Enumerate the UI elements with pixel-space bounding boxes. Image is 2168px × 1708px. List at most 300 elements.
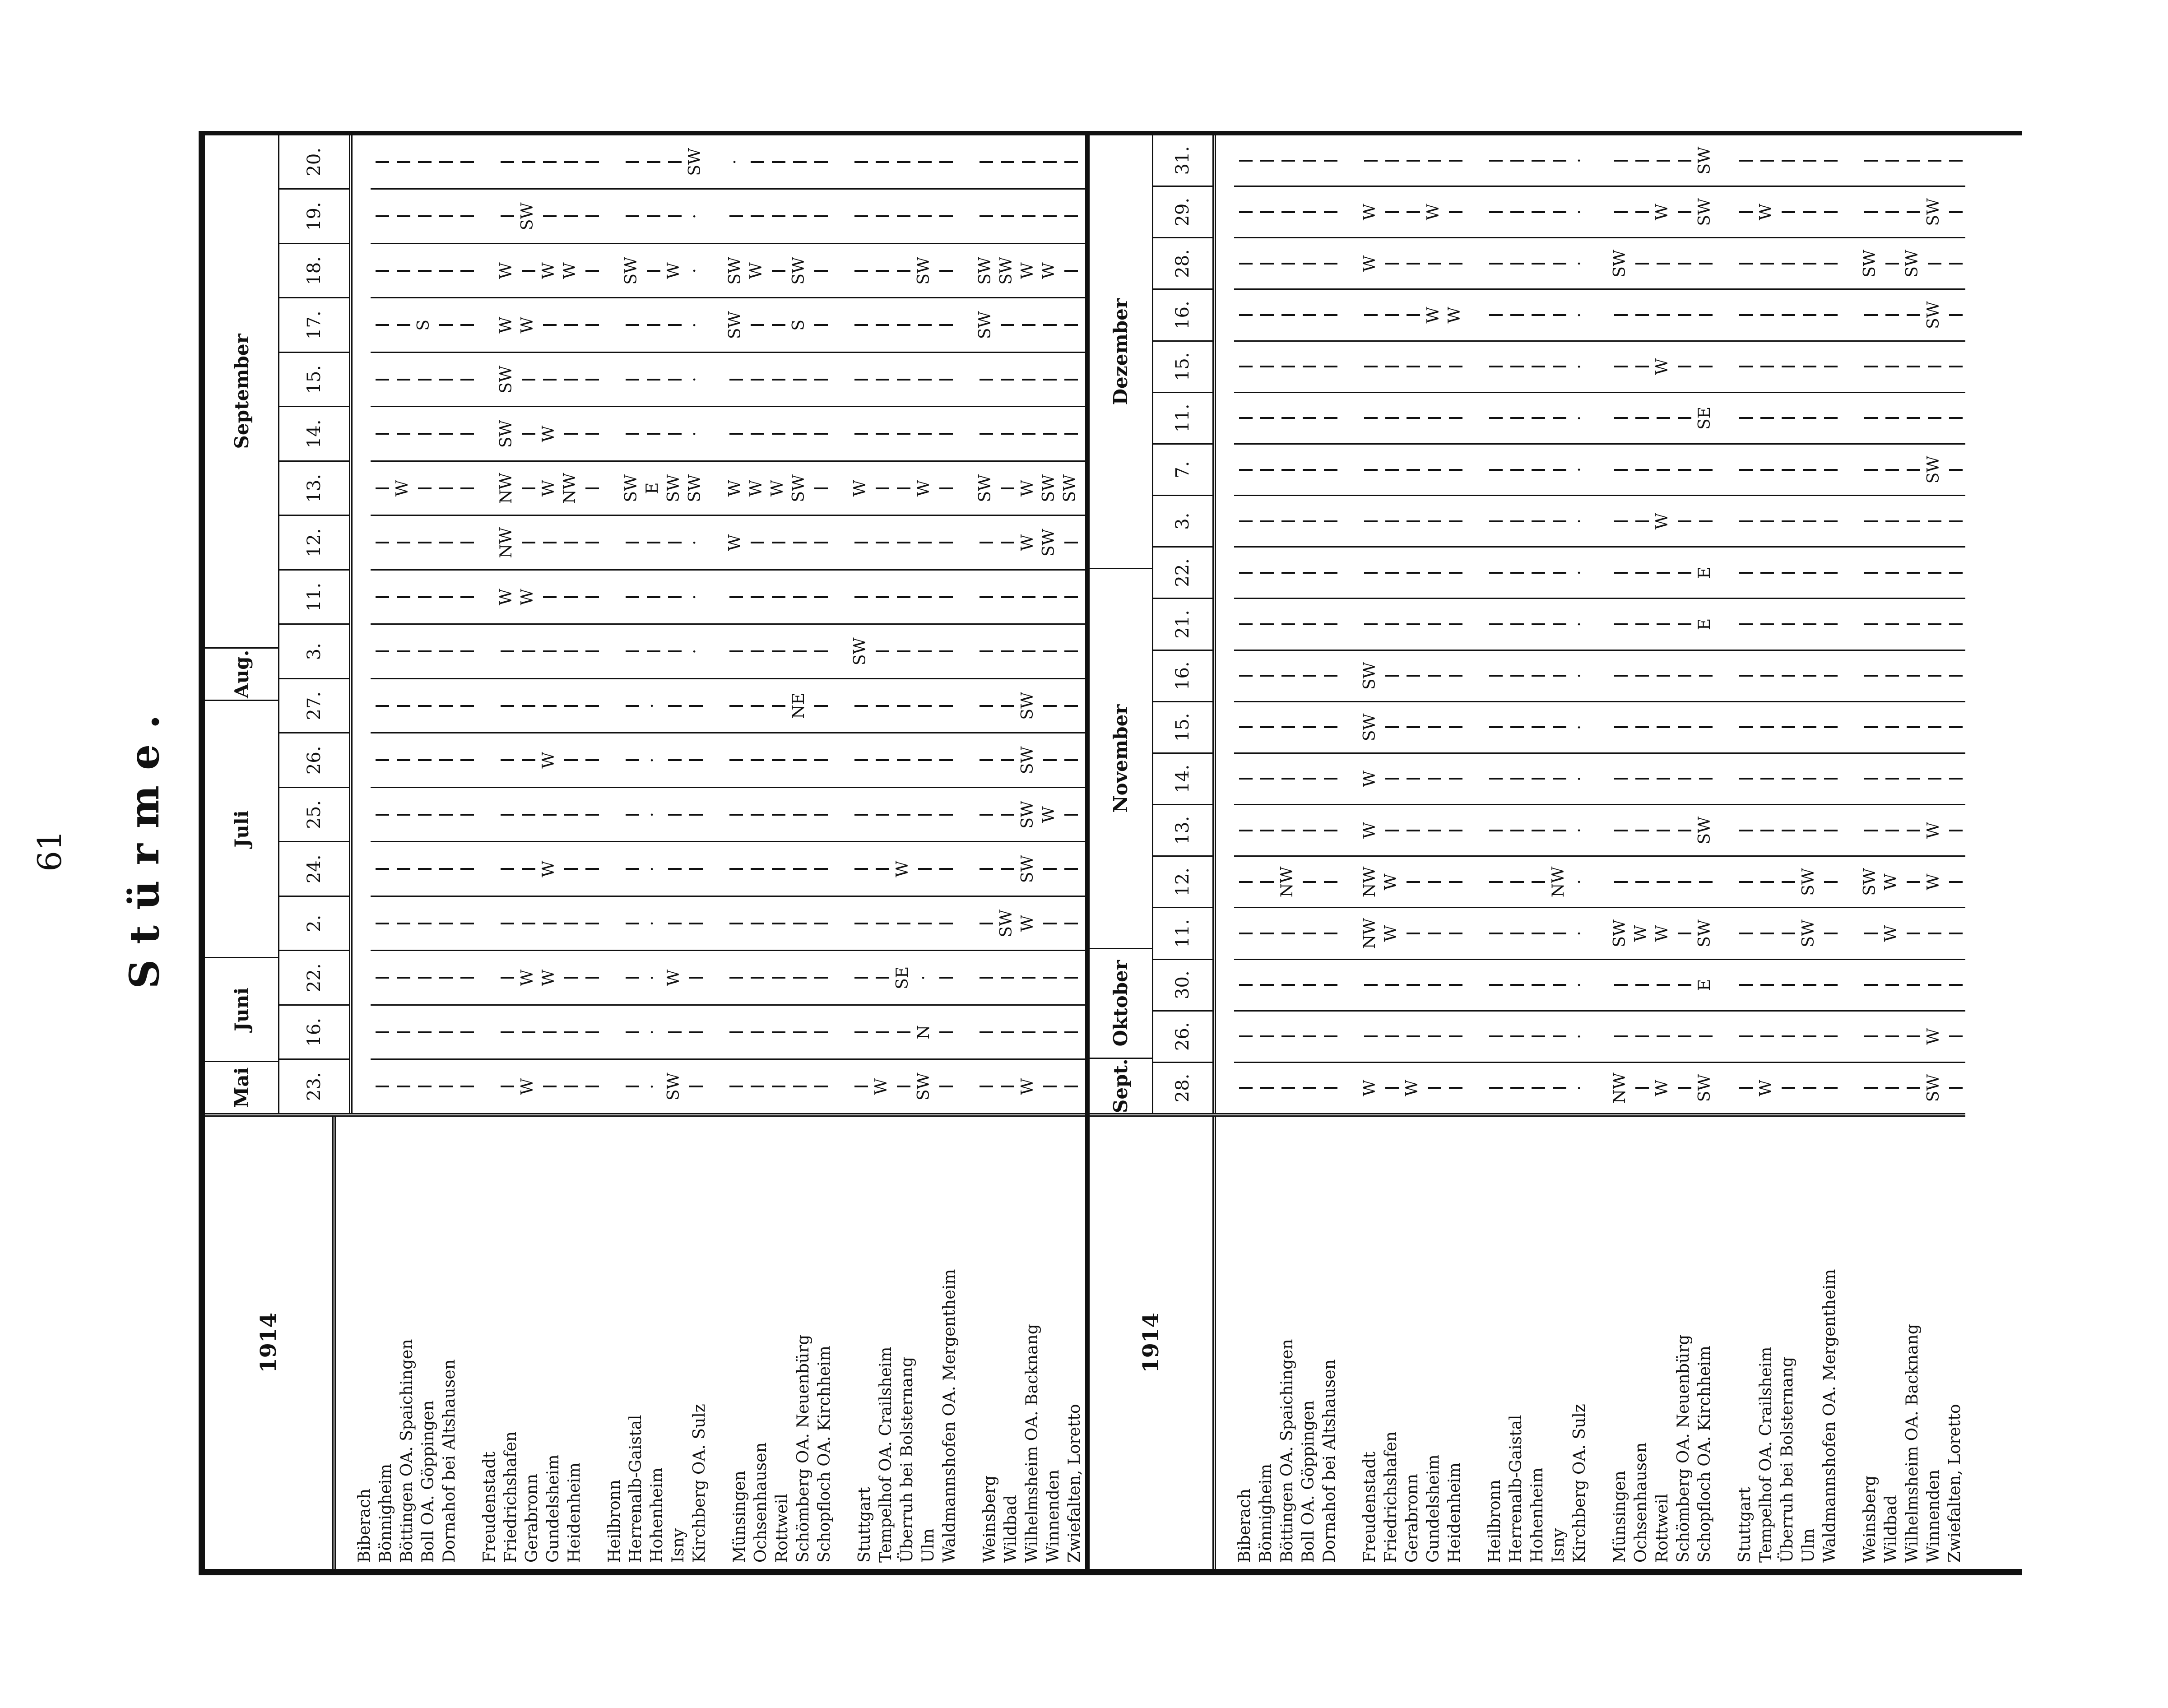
- no-storm-cell: [767, 951, 788, 1005]
- group-spacer: [706, 516, 724, 570]
- dash-mark: [1043, 596, 1057, 598]
- dash-mark: [876, 650, 889, 652]
- no-storm-cell: [1234, 960, 1255, 1010]
- no-storm-cell: [559, 135, 580, 189]
- no-storm-cell: [1548, 445, 1569, 495]
- no-storm-cell: [642, 516, 663, 570]
- dash-mark: [1022, 433, 1035, 435]
- dash-mark: [1022, 379, 1035, 381]
- no-storm-cell: [1859, 1063, 1880, 1113]
- no-storm-cell: [1673, 702, 1694, 752]
- dash-mark: [585, 868, 599, 870]
- dash-mark: [1489, 1087, 1503, 1089]
- dash-mark: [1678, 675, 1691, 677]
- no-storm-cell: [1277, 445, 1298, 495]
- wind-direction-cell: NE: [789, 692, 808, 719]
- no-storm-cell: [1505, 548, 1527, 598]
- dash-mark: [980, 379, 993, 381]
- group-spacer: [1840, 702, 1859, 752]
- no-storm-cell: [1234, 754, 1255, 804]
- no-storm-cell: [767, 516, 788, 570]
- no-storm-cell: [684, 1060, 706, 1114]
- dash-mark: [1510, 211, 1524, 213]
- wind-direction-cell: ·: [643, 975, 662, 980]
- dash-mark: [918, 542, 932, 543]
- dash-mark: [1064, 542, 1078, 543]
- no-storm-cell: [1777, 805, 1798, 855]
- dash-mark: [1043, 324, 1057, 326]
- dash-mark: [876, 542, 889, 543]
- no-storm-cell: [809, 244, 831, 297]
- dash-mark: [1407, 469, 1420, 471]
- no-storm-cell: [934, 897, 956, 950]
- no-storm-cell: [1402, 187, 1423, 237]
- dash-mark: [1907, 366, 1920, 367]
- no-storm-cell: [434, 244, 455, 297]
- dash-mark: [376, 324, 389, 326]
- dash-mark: [376, 705, 389, 707]
- dash-mark: [751, 868, 764, 870]
- station-name: Ochsenhausen: [752, 1442, 770, 1563]
- no-storm-cell: [1277, 908, 1298, 958]
- group-spacer: [460, 1117, 479, 1563]
- no-storm-cell: [913, 299, 934, 352]
- table-top-half: [205, 135, 1085, 1569]
- group-spacer: [835, 1117, 854, 1563]
- no-storm-cell: [892, 516, 913, 570]
- no-storm-cell: [850, 1006, 871, 1059]
- no-storm-cell: [517, 408, 538, 461]
- no-storm-cell: [1734, 599, 1755, 649]
- no-storm-cell: [559, 408, 580, 461]
- dash-mark: [439, 814, 453, 816]
- no-storm-cell: [1402, 702, 1423, 752]
- group-spacer: [1715, 754, 1734, 804]
- no-storm-cell: [642, 353, 663, 406]
- station-name: Schopfloch OA. Kirchheim: [815, 1346, 834, 1563]
- dash-mark: [1907, 1035, 1920, 1037]
- dash-mark: [1260, 469, 1274, 471]
- no-storm-cell: [1944, 1063, 1965, 1113]
- dash-mark: [1064, 270, 1078, 272]
- no-storm-cell: [684, 734, 706, 787]
- dash-mark: [1657, 417, 1670, 419]
- dash-mark: [1407, 778, 1420, 780]
- no-storm-cell: [1944, 908, 1965, 958]
- no-storm-cell: [975, 1060, 996, 1114]
- no-storm-cell: [1059, 951, 1081, 1005]
- dash-mark: [1001, 379, 1014, 381]
- no-storm-cell: [1505, 393, 1527, 443]
- no-storm-cell: [913, 843, 934, 896]
- dash-mark: [1907, 830, 1920, 831]
- dash-mark: [543, 923, 557, 924]
- no-storm-cell: [934, 625, 956, 678]
- no-storm-cell: [1038, 135, 1059, 189]
- no-storm-cell: [1694, 1012, 1715, 1062]
- group-spacer: [1715, 805, 1734, 855]
- dash-mark: [1824, 366, 1838, 367]
- dash-mark: [1303, 1035, 1316, 1037]
- station-name: Gundelsheim: [544, 1454, 562, 1563]
- no-storm-cell: [1880, 960, 1902, 1010]
- no-storm-cell: [413, 1060, 434, 1114]
- group-spacer: [706, 244, 724, 297]
- dash-mark: [939, 923, 953, 924]
- no-storm-cell: [1902, 960, 1923, 1010]
- dash-mark: [1043, 923, 1057, 924]
- dash-mark: [1635, 778, 1649, 780]
- no-storm-cell: [684, 843, 706, 896]
- no-storm-cell: [642, 625, 663, 678]
- dash-mark: [1064, 596, 1078, 598]
- dash-mark: [1553, 830, 1566, 831]
- dash-mark: [1022, 596, 1035, 598]
- data-columns: [205, 135, 1085, 1113]
- no-storm-cell: [788, 353, 809, 406]
- group-spacer: [1340, 1117, 1359, 1563]
- dash-mark: [439, 433, 453, 435]
- group-spacer: [831, 1060, 850, 1114]
- no-storm-cell: [1630, 599, 1652, 649]
- no-storm-cell: [1255, 445, 1277, 495]
- no-storm-cell: [1734, 290, 1755, 340]
- wind-direction-cell: SW: [1611, 250, 1629, 278]
- no-storm-cell: [934, 299, 956, 352]
- no-storm-cell: [392, 408, 413, 461]
- wind-direction-cell: W: [1653, 1079, 1671, 1096]
- dash-mark: [1803, 160, 1816, 162]
- dash-mark: [668, 650, 682, 652]
- no-storm-cell: [1234, 805, 1255, 855]
- no-storm-cell: [1734, 135, 1755, 186]
- dash-mark: [1739, 726, 1753, 728]
- dash-mark: [1635, 572, 1649, 574]
- dash-mark: [522, 487, 535, 489]
- wind-direction-cell: SE: [893, 966, 912, 989]
- wind-direction-cell: W: [915, 480, 933, 497]
- group-spacer: [956, 244, 975, 297]
- dash-mark: [939, 977, 953, 979]
- dash-mark: [876, 161, 889, 163]
- dash-mark: [1260, 933, 1274, 934]
- no-storm-cell: [1319, 908, 1340, 958]
- dash-mark: [1260, 984, 1274, 986]
- dash-mark: [1064, 868, 1078, 870]
- dash-mark: [1239, 1087, 1253, 1089]
- dash-mark: [876, 977, 889, 979]
- day-header: 22.: [279, 950, 349, 1005]
- dash-mark: [1001, 215, 1014, 217]
- no-storm-cell: [809, 951, 831, 1005]
- dash-mark: [1022, 324, 1035, 326]
- dash-mark: [980, 161, 993, 163]
- group-spacer: [477, 190, 496, 243]
- dash-mark: [897, 814, 910, 816]
- wind-direction-cell: SW: [497, 420, 515, 448]
- no-storm-cell: [684, 788, 706, 841]
- wind-direction-cell: ·: [1570, 827, 1589, 833]
- no-storm-cell: [1527, 135, 1548, 186]
- no-storm-cell: [1944, 754, 1965, 804]
- wind-direction-cell: SW: [997, 256, 1016, 285]
- no-storm-cell: [871, 571, 892, 624]
- dash-mark: [1739, 984, 1753, 986]
- no-storm-cell: [517, 788, 538, 841]
- no-storm-cell: [371, 571, 392, 624]
- dash-mark: [1739, 520, 1753, 522]
- no-storm-cell: [1652, 290, 1673, 340]
- dash-mark: [418, 596, 432, 598]
- no-storm-cell: [1944, 187, 1965, 237]
- no-storm-cell: [809, 1060, 831, 1114]
- dash-mark: [1824, 572, 1838, 574]
- group-spacer: [956, 625, 975, 678]
- no-storm-cell: [1319, 238, 1340, 288]
- no-storm-cell: [1059, 353, 1081, 406]
- no-storm-cell: [1694, 857, 1715, 907]
- no-storm-cell: [975, 353, 996, 406]
- dash-mark: [729, 1031, 743, 1033]
- dash-mark: [1739, 314, 1753, 316]
- dash-mark: [1281, 830, 1295, 831]
- no-storm-cell: [1505, 599, 1527, 649]
- dash-mark: [772, 759, 785, 761]
- station-name: Dornahof bei Altshausen: [1320, 1359, 1339, 1563]
- group-spacer: [1715, 857, 1734, 907]
- no-storm-cell: [892, 190, 913, 243]
- no-storm-cell: [767, 244, 788, 297]
- dash-mark: [814, 868, 828, 870]
- no-storm-cell: [1505, 187, 1527, 237]
- station-name: Wilhelmsheim OA. Backnang: [1903, 1324, 1922, 1563]
- group-spacer: [831, 516, 850, 570]
- no-storm-cell: [1277, 496, 1298, 546]
- wind-direction-cell: W: [1360, 770, 1379, 787]
- dash-mark: [854, 324, 868, 326]
- dash-mark: [939, 542, 953, 543]
- dash-mark: [1553, 726, 1566, 728]
- dash-mark: [1739, 572, 1753, 574]
- group-spacer: [1340, 702, 1359, 752]
- dash-mark: [1553, 984, 1566, 986]
- no-storm-cell: [809, 135, 831, 189]
- dash-mark: [1364, 469, 1378, 471]
- dash-mark: [1385, 1087, 1399, 1089]
- wind-direction-cell: W: [1924, 822, 1943, 839]
- group-spacer: [602, 734, 621, 787]
- no-storm-cell: [1548, 651, 1569, 701]
- dash-mark: [1949, 675, 1963, 677]
- dash-mark: [729, 215, 743, 217]
- no-storm-cell: [1444, 651, 1465, 701]
- no-storm-cell: [1755, 599, 1777, 649]
- group-spacer: [1590, 754, 1609, 804]
- dash-mark: [1239, 933, 1253, 934]
- station-name: Hohenheim: [648, 1467, 666, 1563]
- station-name: Herrenalb-Gaistal: [1507, 1415, 1525, 1563]
- group-spacer: [1465, 754, 1484, 804]
- dash-mark: [397, 650, 410, 652]
- no-storm-cell: [1038, 190, 1059, 243]
- no-storm-cell: [934, 462, 956, 515]
- no-storm-cell: [559, 516, 580, 570]
- no-storm-cell: [1423, 960, 1444, 1010]
- dash-mark: [1864, 1087, 1878, 1089]
- no-storm-cell: [1359, 496, 1380, 546]
- no-storm-cell: [1444, 960, 1465, 1010]
- dash-mark: [1428, 572, 1441, 574]
- dash-mark: [1614, 469, 1628, 471]
- no-storm-cell: [1880, 1063, 1902, 1113]
- no-storm-cell: [1859, 135, 1880, 186]
- dash-mark: [543, 542, 557, 543]
- month-header: Juli: [205, 700, 278, 957]
- no-storm-cell: [1444, 238, 1465, 288]
- no-storm-cell: [392, 1060, 413, 1114]
- dash-mark: [501, 923, 514, 924]
- dash-mark: [460, 705, 474, 707]
- dash-mark: [376, 215, 389, 217]
- no-storm-cell: [559, 1060, 580, 1114]
- station-list: [1216, 1117, 1965, 1569]
- dash-mark: [1364, 160, 1378, 162]
- no-storm-cell: [1234, 135, 1255, 186]
- dash-mark: [397, 705, 410, 707]
- dash-mark: [1782, 366, 1795, 367]
- dash-mark: [854, 868, 868, 870]
- dash-mark: [751, 324, 764, 326]
- dash-mark: [1489, 314, 1503, 316]
- no-storm-cell: [1923, 342, 1944, 392]
- dash-mark: [1043, 215, 1057, 217]
- day-column: [371, 1059, 1085, 1114]
- dash-mark: [1782, 1087, 1795, 1089]
- no-storm-cell: [1944, 342, 1965, 392]
- dash-mark: [897, 270, 910, 272]
- dash-mark: [1760, 520, 1774, 522]
- wind-direction-cell: ·: [1570, 724, 1589, 730]
- no-storm-cell: [975, 679, 996, 733]
- dash-mark: [751, 759, 764, 761]
- no-storm-cell: [1673, 548, 1694, 598]
- no-storm-cell: [871, 408, 892, 461]
- no-storm-cell: [455, 625, 477, 678]
- no-storm-cell: [621, 190, 642, 243]
- no-storm-cell: [1277, 754, 1298, 804]
- day-column: [371, 1004, 1085, 1059]
- no-storm-cell: [1819, 1012, 1840, 1062]
- dash-mark: [418, 705, 432, 707]
- dash-mark: [1407, 417, 1420, 419]
- no-storm-cell: [1902, 135, 1923, 186]
- wind-direction-cell: W: [1382, 925, 1400, 942]
- no-storm-cell: [434, 625, 455, 678]
- no-storm-cell: [1609, 960, 1630, 1010]
- no-storm-cell: [871, 897, 892, 950]
- day-column: [1234, 186, 1965, 237]
- no-storm-cell: [1298, 238, 1319, 288]
- dash-mark: [1824, 881, 1838, 883]
- no-storm-cell: [1777, 548, 1798, 598]
- dash-mark: [1864, 1035, 1878, 1037]
- no-storm-cell: [1527, 187, 1548, 237]
- group-spacer: [956, 571, 975, 624]
- day-header: 30.: [1153, 959, 1212, 1010]
- no-storm-cell: [1798, 651, 1819, 701]
- no-storm-cell: [1402, 548, 1423, 598]
- dash-mark: [1553, 417, 1566, 419]
- wind-direction-cell: SW: [1040, 474, 1058, 502]
- dash-mark: [729, 650, 743, 652]
- dash-mark: [460, 650, 474, 652]
- group-spacer: [1840, 805, 1859, 855]
- dash-mark: [918, 650, 932, 652]
- station-name: Boll OA. Göppingen: [419, 1400, 437, 1563]
- no-storm-cell: [767, 299, 788, 352]
- group-spacer: [1465, 908, 1484, 958]
- no-storm-cell: [850, 516, 871, 570]
- day-column: [1234, 443, 1965, 495]
- dash-mark: [1043, 705, 1057, 707]
- dash-mark: [585, 814, 599, 816]
- dash-mark: [814, 1086, 828, 1087]
- group-spacer: [1340, 135, 1359, 186]
- dash-mark: [626, 814, 639, 816]
- no-storm-cell: [1319, 651, 1340, 701]
- no-storm-cell: [913, 625, 934, 678]
- dash-mark: [647, 324, 660, 326]
- station-name: Überruh bei Bolsternang: [898, 1356, 916, 1563]
- no-storm-cell: [1652, 754, 1673, 804]
- dash-mark: [418, 923, 432, 924]
- no-storm-cell: [809, 299, 831, 352]
- no-storm-cell: [1277, 342, 1298, 392]
- dash-mark: [1949, 881, 1963, 883]
- dash-mark: [1824, 623, 1838, 625]
- no-storm-cell: [413, 135, 434, 189]
- dash-mark: [814, 161, 828, 163]
- no-storm-cell: [1444, 548, 1465, 598]
- dash-mark: [418, 542, 432, 543]
- group-spacer: [831, 408, 850, 461]
- group-spacer: [1715, 342, 1734, 392]
- dash-mark: [1699, 366, 1713, 367]
- no-storm-cell: [538, 571, 559, 624]
- no-storm-cell: [1944, 651, 1965, 701]
- no-storm-cell: [663, 135, 684, 189]
- no-storm-cell: [1505, 1012, 1527, 1062]
- dash-mark: [1657, 984, 1670, 986]
- dash-mark: [1885, 211, 1899, 213]
- group-spacer: [1590, 651, 1609, 701]
- no-storm-cell: [559, 734, 580, 787]
- dash-mark: [1782, 572, 1795, 574]
- dash-mark: [1428, 1035, 1441, 1037]
- no-storm-cell: [850, 1060, 871, 1114]
- group-spacer: [706, 951, 724, 1005]
- dash-mark: [1260, 160, 1274, 162]
- no-storm-cell: [1859, 805, 1880, 855]
- no-storm-cell: [621, 951, 642, 1005]
- dash-mark: [689, 814, 703, 816]
- dash-mark: [1699, 881, 1713, 883]
- wind-direction-cell: W: [1757, 204, 1775, 221]
- no-storm-cell: [371, 135, 392, 189]
- no-storm-cell: [496, 788, 517, 841]
- no-storm-cell: [1902, 1063, 1923, 1113]
- dash-mark: [397, 1031, 410, 1033]
